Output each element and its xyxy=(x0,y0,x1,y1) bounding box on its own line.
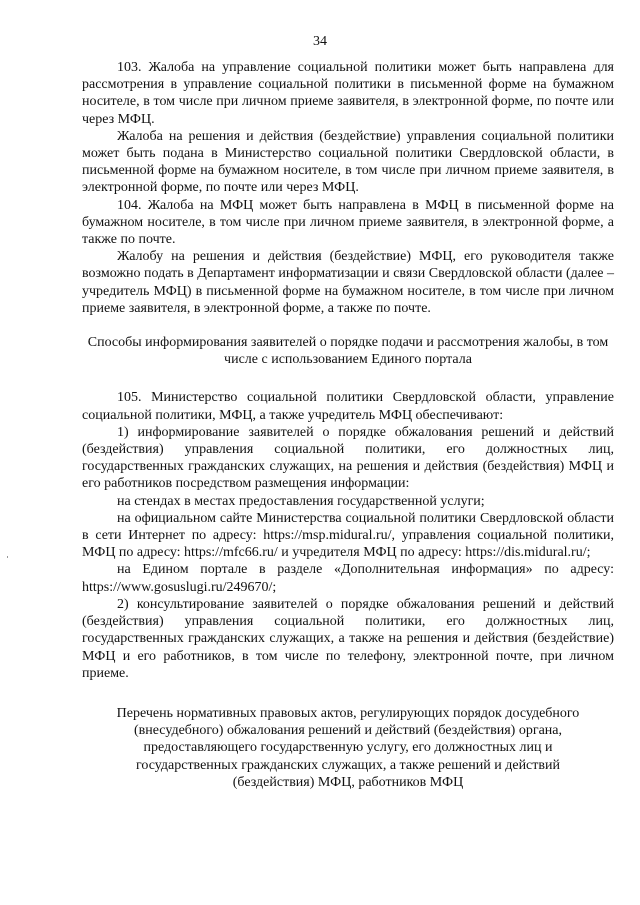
section-heading-legal-acts-list: Перечень нормативных правовых актов, регулирующих порядок досудебного (внесудебного) обжалования решений и действий (бездействия) органа, предоставляющего государственную услугу, его должностных лиц и государственных гражданских служащих, а также решений и действий (бездействия) МФЦ, работников МФЦ xyxy=(116,705,580,790)
paragraph-complaint-to-ministry: Жалоба на решения и действия (бездействие) управления социальной политики может быть подана в Министерство социальной политики Свердловской области, в письменной форме на бумажном носителе, в том числе при личном приеме заявителя, в электронной форме, по почте или через МФЦ. xyxy=(82,128,614,196)
paragraph-item-2-consulting: 2) консультирование заявителей о порядке обжалования решений и действий (бездействия) управления социальной политики, его должностных лиц, государственных гражданских служащих, а также на решения и действия (бездействие) МФЦ и его работников, в том числе по телефону, электронной почте, при личном приеме. xyxy=(82,596,614,681)
section-heading-informing-methods: Способы информирования заявителей о порядке подачи и рассмотрения жалобы, в том числе с использованием Единого портала xyxy=(87,335,609,368)
paragraph-105-provisions: 105. Министерство социальной политики Свердловской области, управление социальной политики, МФЦ, а также учредитель МФЦ обеспечивают: xyxy=(82,390,614,423)
paragraph-stands: на стендах в местах предоставления государственной услуги; xyxy=(117,493,485,509)
page-number: 34 xyxy=(313,34,327,49)
paragraph-103-complaint-social-policy-dept: 103. Жалоба на управление социальной политики может быть направлена для рассмотрения в управление социальной политики в письменной форме на бумажном носителе, в том числе при личном приеме заявителя, в электронной форме, по почте или через МФЦ. xyxy=(82,60,614,127)
paragraph-104-complaint-mfc: 104. Жалоба на МФЦ может быть направлена в МФЦ в письменной форме на бумажном носителе, в том числе при личном приеме заявителя, в электронной форме, а также по почте. xyxy=(82,197,614,248)
paragraph-unified-portal: на Едином портале в разделе «Дополнительная информация» по адресу: https://www.gosuslugi.ru/249670/; xyxy=(82,562,614,595)
paragraph-item-1-informing: 1) информирование заявителей о порядке обжалования решений и действий (бездействия) управления социальной политики, его должностных лиц, государственных гражданских служащих, на решения и действия (бездействия) МФЦ и его работников посредством размещения информации: xyxy=(82,424,614,492)
paragraph-official-websites: на официальном сайте Министерства социальной политики Свердловской области в сети Интернет по адресу: https://msp.midural.ru/, управления социальной политики, МФЦ по адресу: https://mfc66.ru/ и учредителя МФЦ по адресу: https://dis.midural.ru/; xyxy=(82,510,614,561)
scan-speck xyxy=(7,556,8,558)
paragraph-complaint-to-mfc-founder: Жалобу на решения и действия (бездействие) МФЦ, его руководителя также возможно подать в Департамент информатизации и связи Свердловской области (далее – учредитель МФЦ) в письменной форме на бумажном носителе, в том числе при личном приеме заявителя, в электронной форме, а также по почте. xyxy=(82,249,614,316)
document-body xyxy=(82,59,614,791)
